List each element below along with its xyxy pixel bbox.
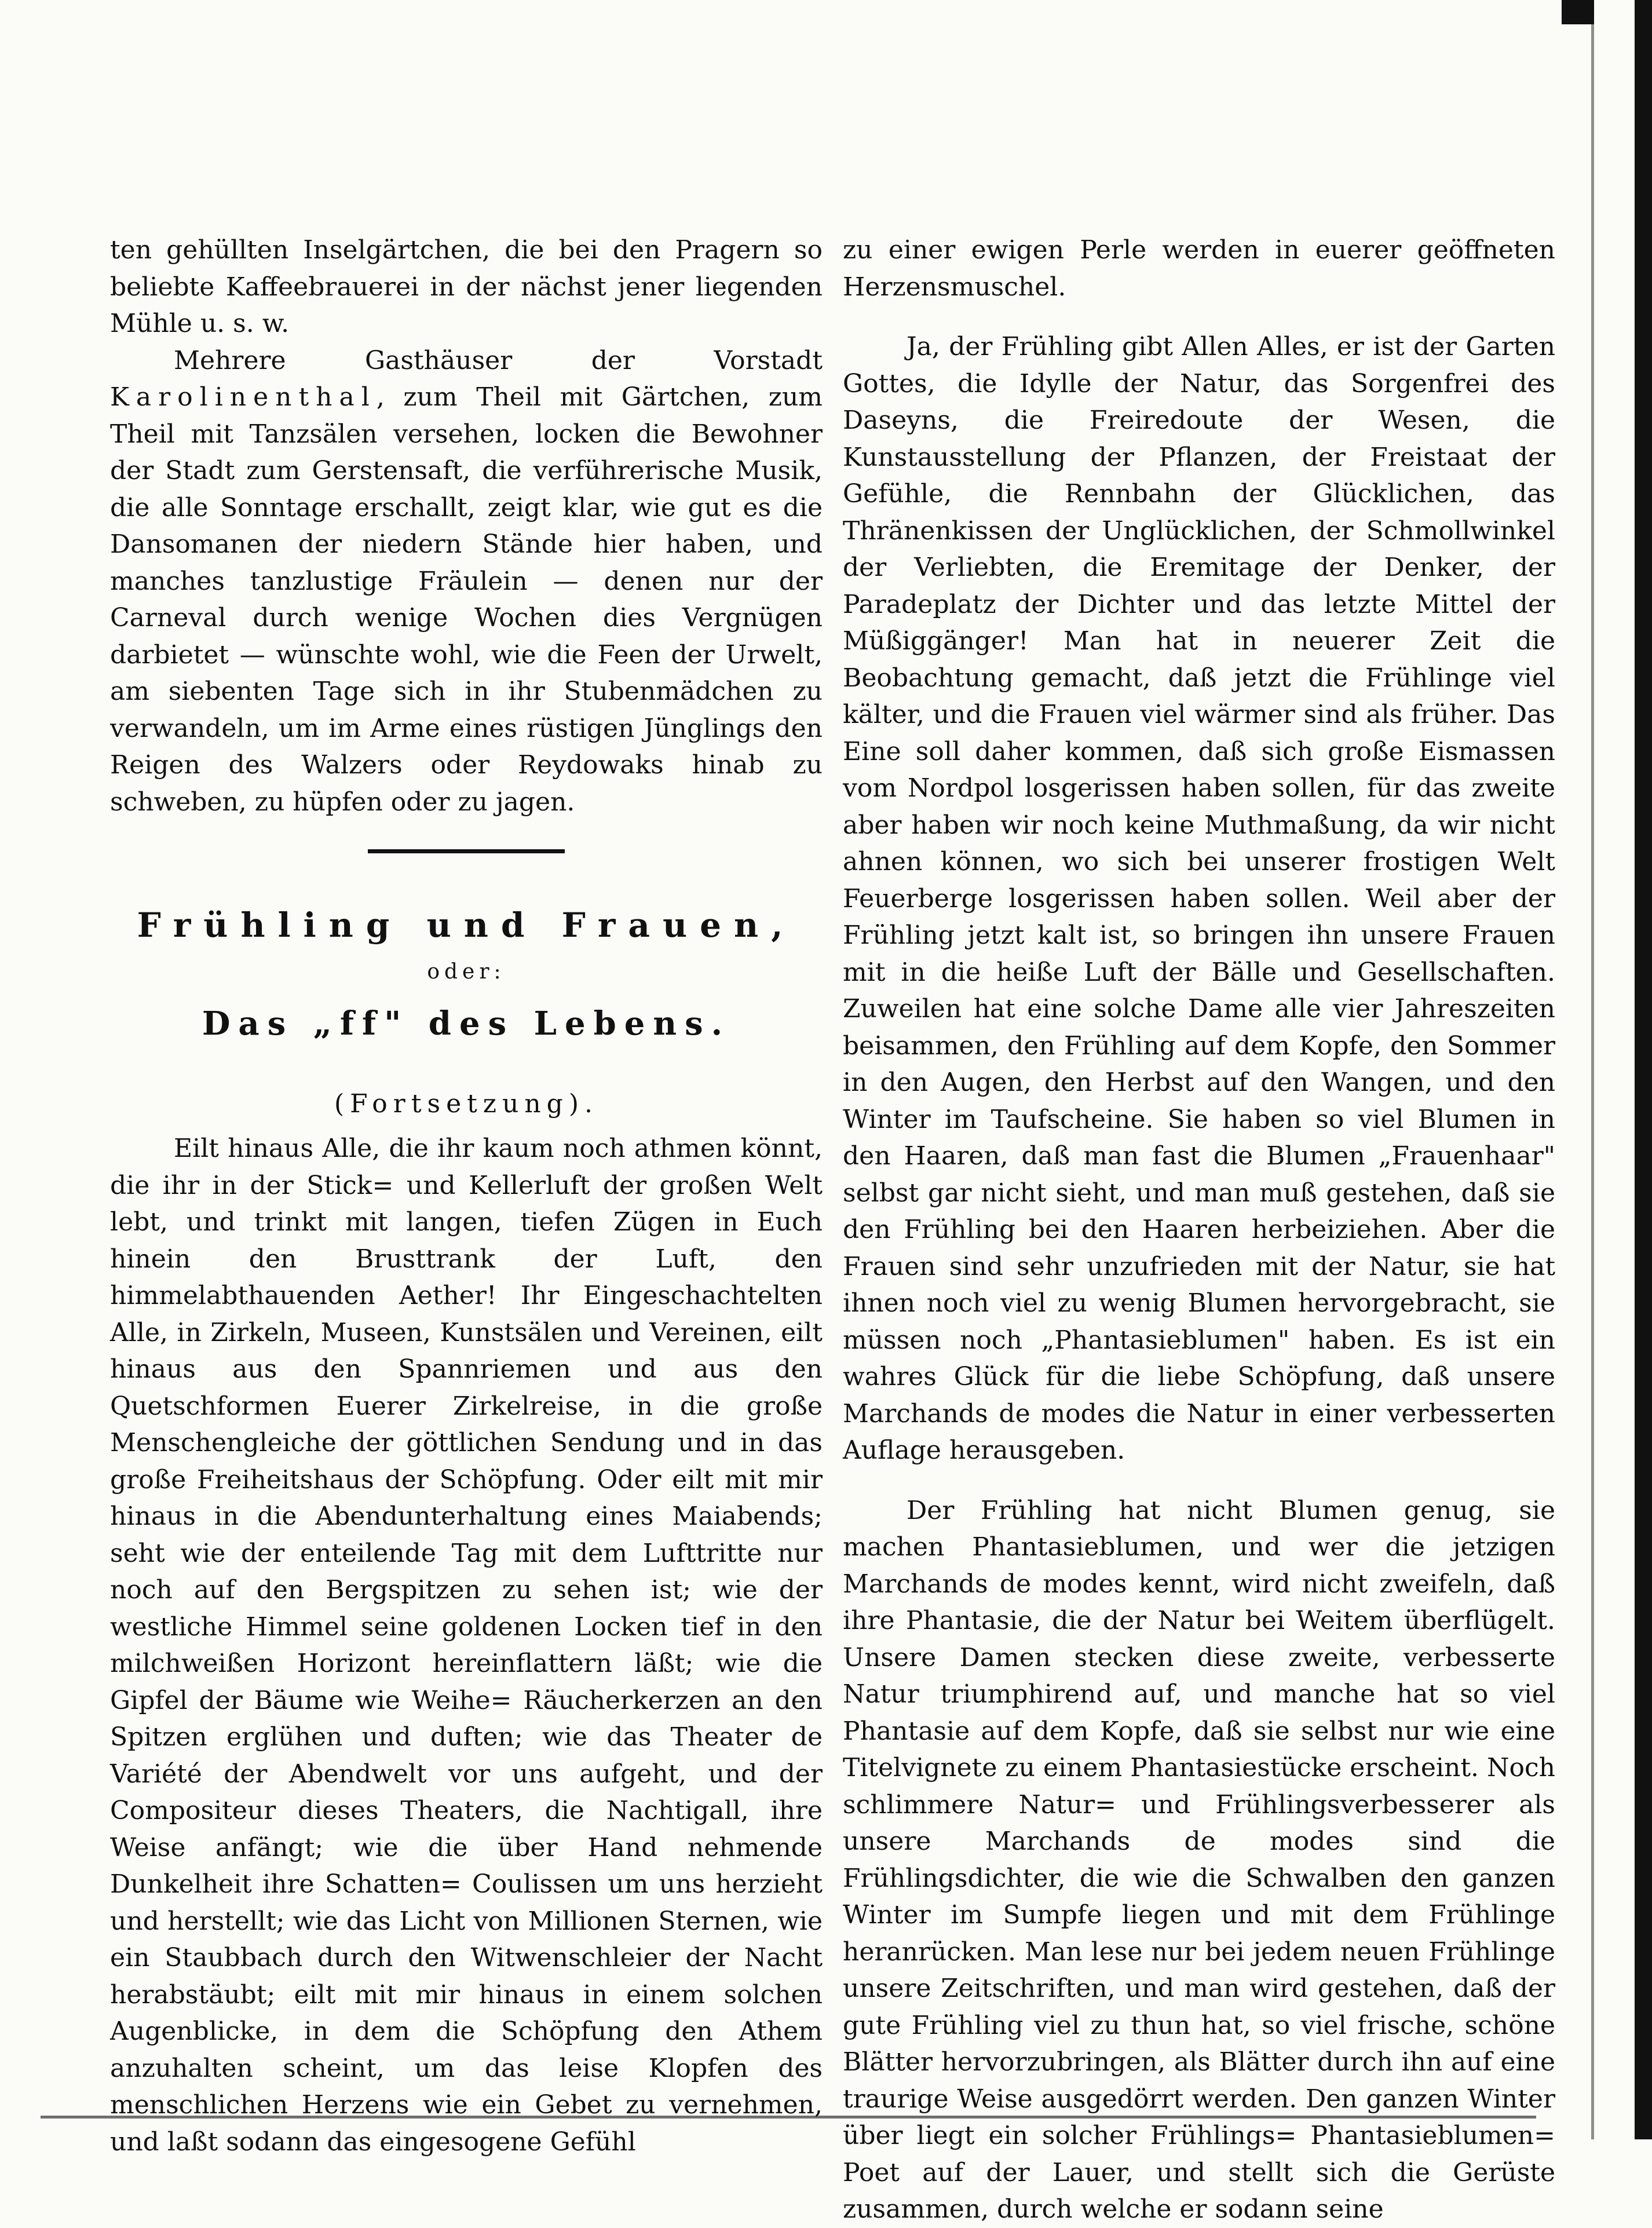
paragraph-rest: , zum Theil mit Gärtchen, zum Theil mit Tanzsälen versehen, locken die Bewohner der Stadt zum Gerstensaft, die verführerische Musik, die alle Sonntage erschallt, zeigt klar, wie gut es die Dansomanen der niedern Stände hier haben, und manches tanzlustige Fräulein — denen nur der Carneval durch wenige Wochen dies Vergnügen darbietet — wünschte wohl, wie die Feen der Urwelt, am siebenten Tage sich in ihr Stubenmädchen zu verwandeln, um im Arme eines rüstigen Jünglings den Reigen des Walzers oder Reydowaks hinab zu schweben, zu hüpfen oder zu jagen. bbox=[110, 382, 823, 817]
left-column bbox=[110, 232, 823, 2160]
paragraph: zu einer ewigen Perle werden in euerer geöffneten Herzensmuschel. bbox=[843, 235, 1555, 302]
continuation-note: (Fortsetzung). bbox=[334, 1089, 598, 1119]
paragraph: Eilt hinaus Alle, die ihr kaum noch athmen könnt, die ihr in der Stick= und Kellerluft der großen Welt lebt, und trinkt mit langen, tiefen Zügen in Euch hinein den Brusttrank der Luft, den himmelabthauenden Aether! Ihr Eingeschachtelten Alle, in Zirkeln, Museen, Kunstsälen und Vereinen, eilt hinaus aus den Spannriemen und aus den Quetschformen Euerer Zirkelreise, in die große Menschengleiche der göttlichen Sendung und in das große Freiheitshaus der Schöpfung. Oder eilt mit mir hinaus in die Abendunterhaltung eines Maiabends; seht wie der enteilende Tag mit dem Lufttritte nur noch auf den Bergspitzen zu sehen ist; wie der westliche Himmel seine goldenen Locken tief in den milchweißen Horizont hereinflattern läßt; wie die Gipfel der Bäume wie Weihe= Räucherkerzen an den Spitzen erglühen und duften; wie das Theater de Variété der Abendwelt vor uns aufgeht, und der Compositeur dieses Theaters, die Nachtigall, ihre Weise anfängt; wie die über Hand nehmende Dunkelheit ihre Schatten= Coulissen um uns herzieht und herstellt; wie das Licht von Millionen Sternen, wie ein Staubbach durch den Witwenschleier der Nacht herabstäubt; eilt mit mir hinaus in einem solchen Augenblicke, in dem die Schöpfung den Athem anzuhalten scheint, um das leise Klopfen des menschlichen Herzens wie ein Gebet zu vernehmen, und laßt sodann das eingesogene Gefühl bbox=[110, 1134, 823, 2157]
paragraph bbox=[110, 342, 823, 821]
article-title: Frühling und Frauen, bbox=[137, 905, 796, 945]
paragraph: Der Frühling hat nicht Blumen genug, sie machen Phantasieblumen, und wer die jetzigen Marchands de modes kennt, wird nicht zweifeln, daß ihre Phantasie, die der Natur bei Weitem überflügelt. Unsere Damen stecken diese zweite, verbesserte Natur triumphirend auf, und manche hat so viel Phantasie auf dem Kopfe, daß sie selbst nur wie eine Titelvignete zu einem Phantasiestücke erscheint. Noch schlimmere Natur= und Frühlingsverbesserer als unsere Marchands de modes sind die Frühlingsdichter, die wie die Schwalben den ganzen Winter im Sumpfe liegen und mit dem Frühlinge heranrücken. Man lese nur bei jedem neuen Frühlinge unsere Zeitschriften, und man wird gestehen, daß der gute Frühling viel zu thun hat, so viel frische, schöne Blätter hervorzubringen, als Blätter durch ihn auf eine traurige Weise ausgedörrt werden. Den ganzen Winter über liegt ein solcher Frühlings= Phantasieblumen= Poet auf der Lauer, und stellt sich die Gerüste zusammen, durch welche er sodann seine bbox=[843, 1495, 1555, 2224]
scan-edge-bar bbox=[1635, 0, 1652, 2139]
paragraph: Ja, der Frühling gibt Allen Alles, er ist der Garten Gottes, die Idylle der Natur, das Sorgenfrei des Daseyns, die Freiredoute der Wesen, die Kunstausstellung der Pflanzen, der Freistaat der Gefühle, die Rennbahn der Glücklichen, das Thränenkissen der Unglücklichen, der Schmollwinkel der Verliebten, die Eremitage der Denker, der Paradeplatz der Dichter und das letzte Mittel der Müßiggänger! Man hat in neuerer Zeit die Beobachtung gemacht, daß jetzt die Frühlinge viel kälter, und die Frauen viel wärmer sind als früher. Das Eine soll daher kommen, daß sich große Eismassen vom Nordpol losgerissen haben sollen, für das zweite aber haben wir noch keine Muthmaßung, da wir nicht ahnen können, wo sich bei unserer frostigen Welt Feuerberge losgerissen haben sollen. Weil aber der Frühling jetzt kalt ist, so bringen ihn unsere Frauen mit in die heiße Luft der Bälle und Gesellschaften. Zuweilen hat eine solche Dame alle vier Jahreszeiten beisammen, den Frühling auf dem Kopfe, den Sommer in den Augen, den Herbst auf den Wangen, und den Winter im Taufscheine. Sie haben so viel Blumen in den Haaren, daß man fast die Blumen „Frauenhaar" selbst gar nicht sieht, und man muß gestehen, daß sie den Frühling bei den Haaren herbeiziehen. Aber die Frauen sind sehr unzufrieden mit der Natur, sie hat ihnen noch viel zu wenig Blumen hervorgebracht, sie müssen noch „Phantasieblumen" haben. Es ist ein wahres Glück für die liebe Schöpfung, daß unsere Marchands de modes die Natur in einer verbesserten Auflage herausgeben. bbox=[843, 332, 1555, 1465]
section-divider bbox=[368, 849, 565, 853]
paragraph-start: Mehrere Gasthäuser der Vorstadt bbox=[174, 345, 823, 375]
place-name: Karolinenthal bbox=[110, 382, 377, 412]
right-column bbox=[843, 232, 1555, 2228]
scan-notch bbox=[1562, 0, 1594, 24]
article-subtitle: Das „ff" des Lebens. bbox=[202, 1005, 731, 1043]
paragraph: ten gehüllten Inselgärtchen, die bei den Pragern so beliebte Kaffeebrauerei in der nächst jener liegenden Mühle u. s. w. bbox=[110, 235, 823, 338]
title-connector: oder: bbox=[427, 960, 506, 984]
scan-edge-line bbox=[1591, 0, 1594, 2139]
